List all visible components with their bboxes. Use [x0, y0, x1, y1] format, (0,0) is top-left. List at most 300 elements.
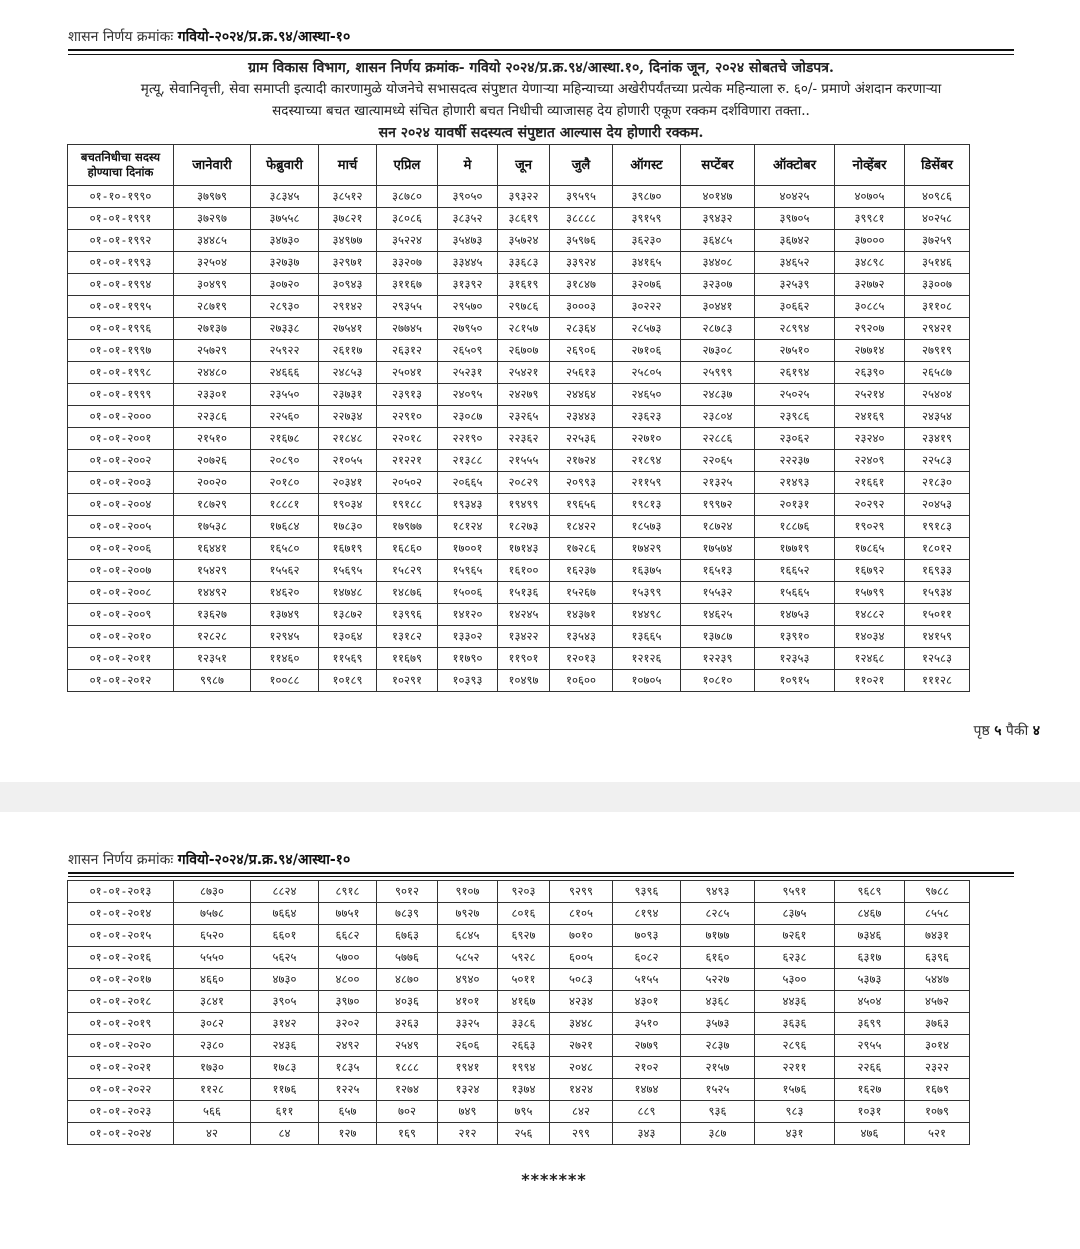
amount-cell: ३१४२: [251, 1013, 319, 1035]
amount-cell: १७९७७: [377, 516, 438, 538]
amount-cell: १३६२७: [174, 604, 251, 626]
membership-date-cell: ०१-०१-२०१०: [68, 626, 174, 648]
membership-date-cell: ०१-०१-२०२०: [68, 1035, 174, 1057]
amount-cell: १३५४३: [550, 626, 613, 648]
amount-cell: २२२३७: [755, 450, 835, 472]
amount-cell: ६३९६: [905, 947, 970, 969]
amount-cell: १०३१: [835, 1101, 905, 1123]
amount-cell: २५८०५: [613, 362, 681, 384]
amount-cell: २५०४१: [377, 362, 438, 384]
amount-cell: ७०९३: [613, 925, 681, 947]
amount-cell: २२५८३: [905, 450, 970, 472]
amount-cell: ३४३: [613, 1123, 681, 1145]
column-header-month: सप्टेंबर: [681, 145, 755, 186]
table-row: [68, 340, 970, 362]
amount-cell: ५९२८: [498, 947, 550, 969]
amount-cell: ३५१४६: [905, 252, 970, 274]
amount-cell: २२६६: [835, 1057, 905, 1079]
amount-cell: २३७३१: [319, 384, 377, 406]
amount-cell: ३५७२४: [498, 230, 550, 252]
amount-cell: ११७६: [251, 1079, 319, 1101]
amount-cell: ८४: [251, 1123, 319, 1145]
amount-cell: ३८८८८: [550, 208, 613, 230]
amount-cell: २९३५५: [377, 296, 438, 318]
amount-cell: २६९०६: [550, 340, 613, 362]
amount-cell: ७६६४: [251, 903, 319, 925]
amount-cell: ३१६१९: [498, 274, 550, 296]
amount-cell: २५४०४: [905, 384, 970, 406]
table-row: [68, 450, 970, 472]
amount-cell: १४४९२: [174, 582, 251, 604]
amount-cell: ३८३५२: [438, 208, 498, 230]
amount-cell: २१२२१: [377, 450, 438, 472]
membership-date-cell: ०१-०१-१९९९: [68, 384, 174, 406]
amount-cell: १६७१९: [319, 538, 377, 560]
amount-cell: १२३५१: [174, 648, 251, 670]
amount-cell: ८३७५: [755, 903, 835, 925]
amount-cell: २३०८७: [438, 406, 498, 428]
table-row: [68, 1013, 970, 1035]
membership-date-cell: ०१-०१-२०१४: [68, 903, 174, 925]
amount-cell: १९१८३: [905, 516, 970, 538]
amount-cell: १५६९५: [319, 560, 377, 582]
amount-cell: १५३९९: [613, 582, 681, 604]
table-row: [68, 274, 970, 296]
amount-cell: ५३००: [755, 969, 835, 991]
amount-cell: १४८७६: [377, 582, 438, 604]
amount-cell: ४०४२५: [755, 186, 835, 208]
table-row: [68, 230, 970, 252]
amount-cell: ३६३६: [755, 1013, 835, 1035]
end-marker: *******: [521, 1170, 587, 1189]
amount-cell: ३४८९८: [835, 252, 905, 274]
amount-cell: १८०१२: [905, 538, 970, 560]
amount-cell: ३७६३: [905, 1013, 970, 1035]
table-row: [68, 604, 970, 626]
amount-cell: ३४९७७: [319, 230, 377, 252]
amount-cell: ८४२: [550, 1101, 613, 1123]
amount-cell: १७५७४: [681, 538, 755, 560]
amount-cell: १०७९: [905, 1101, 970, 1123]
amount-cell: ९९८७: [174, 670, 251, 692]
amount-cell: १४१२०: [438, 604, 498, 626]
amount-cell: २१३८८: [438, 450, 498, 472]
amount-cell: २०१८०: [251, 472, 319, 494]
amount-cell: १२४६८: [835, 648, 905, 670]
membership-date-cell: ०१-०१-१९९७: [68, 340, 174, 362]
amount-cell: ११७९०: [438, 648, 498, 670]
amount-cell: १४३७१: [550, 604, 613, 626]
amount-cell: १५००६: [438, 582, 498, 604]
membership-date-cell: ०१-०१-२०२४: [68, 1123, 174, 1145]
amount-cell: २०८२९: [498, 472, 550, 494]
amount-cell: ९३९६: [613, 881, 681, 903]
amount-cell: ५७००: [319, 947, 377, 969]
amount-cell: १६७९: [905, 1079, 970, 1101]
amount-cell: २७१०६: [613, 340, 681, 362]
table-row: [68, 1079, 970, 1101]
amount-cell: ८०१६: [498, 903, 550, 925]
amount-cell: ३३८६: [498, 1013, 550, 1035]
amount-cell: १३७४९: [251, 604, 319, 626]
amount-cell: १५७९९: [835, 582, 905, 604]
amount-cell: २९१४२: [319, 296, 377, 318]
amount-cell: ६१६०: [681, 947, 755, 969]
amount-cell: १५८२९: [377, 560, 438, 582]
amount-table-page-2: [67, 880, 970, 1145]
amount-cell: २४६५०: [613, 384, 681, 406]
amount-cell: ४०१४७: [681, 186, 755, 208]
amount-cell: ३२०२: [319, 1013, 377, 1035]
amount-cell: ७३४६: [835, 925, 905, 947]
amount-cell: ७१७७: [681, 925, 755, 947]
amount-cell: १२१२६: [613, 648, 681, 670]
amount-cell: २१५५५: [498, 450, 550, 472]
table-row: [68, 406, 970, 428]
membership-date-cell: ०१-०१-२००१: [68, 428, 174, 450]
amount-cell: २५२१४: [835, 384, 905, 406]
amount-cell: ३०००३: [550, 296, 613, 318]
amount-cell: २७७९: [613, 1035, 681, 1057]
table-row: [68, 626, 970, 648]
amount-cell: १८५७३: [613, 516, 681, 538]
amount-cell: २३२६५: [498, 406, 550, 428]
amount-cell: ६५२०: [174, 925, 251, 947]
amount-cell: ११२८: [174, 1079, 251, 1101]
amount-cell: १४१५९: [905, 626, 970, 648]
amount-cell: ११५६९: [319, 648, 377, 670]
amount-cell: ३०९४३: [319, 274, 377, 296]
amount-cell: १५९३४: [905, 582, 970, 604]
amount-cell: ३७२५९: [905, 230, 970, 252]
amount-cell: ४१६७: [498, 991, 550, 1013]
amount-cell: २४४६४: [550, 384, 613, 406]
amount-cell: १६१००: [498, 560, 550, 582]
table-row: [68, 252, 970, 274]
amount-cell: ३५१०: [613, 1013, 681, 1035]
amount-cell: १२२५: [319, 1079, 377, 1101]
table-row: [68, 516, 970, 538]
membership-date-cell: ०१-०१-१९९४: [68, 274, 174, 296]
amount-cell: २३५५०: [251, 384, 319, 406]
amount-cell: ५६२५: [251, 947, 319, 969]
amount-cell: २२०१८: [377, 428, 438, 450]
amount-cell: २२९१०: [377, 406, 438, 428]
amount-cell: ७२६१: [755, 925, 835, 947]
amount-cell: ११०२१: [835, 670, 905, 692]
amount-cell: २७१३७: [174, 318, 251, 340]
amount-cell: ९४९३: [681, 881, 755, 903]
amount-cell: २३२४०: [835, 428, 905, 450]
amount-cell: १२९४५: [251, 626, 319, 648]
amount-cell: १७००१: [438, 538, 498, 560]
amount-cell: २२३८६: [174, 406, 251, 428]
amount-cell: २५९२२: [251, 340, 319, 362]
amount-cell: २६५०९: [438, 340, 498, 362]
amount-cell: ३४४८: [550, 1013, 613, 1035]
amount-cell: २२५६०: [251, 406, 319, 428]
amount-cell: १६७९२: [835, 560, 905, 582]
amount-cell: २३८०४: [681, 406, 755, 428]
amount-cell: ३७५५८: [251, 208, 319, 230]
amount-cell: ३९४३२: [681, 208, 755, 230]
amount-cell: २१०२: [613, 1057, 681, 1079]
amount-cell: ७७५१: [319, 903, 377, 925]
membership-date-cell: ०१-०१-२०२१: [68, 1057, 174, 1079]
amount-cell: ३०७२०: [251, 274, 319, 296]
amount-cell: ५०११: [498, 969, 550, 991]
amount-cell: ११४६०: [251, 648, 319, 670]
amount-cell: २११५९: [613, 472, 681, 494]
amount-cell: २६१९४: [755, 362, 835, 384]
membership-date-cell: ०१-०१-२०१७: [68, 969, 174, 991]
amount-cell: ७९२७: [438, 903, 498, 925]
amount-cell: २६०६: [438, 1035, 498, 1057]
amount-cell: १३९१०: [755, 626, 835, 648]
amount-cell: ३०६६२: [755, 296, 835, 318]
amount-cell: ४३०१: [613, 991, 681, 1013]
amount-cell: ५७७६: [377, 947, 438, 969]
amount-cell: ८२८५: [681, 903, 755, 925]
amount-cell: १८७२९: [174, 494, 251, 516]
amount-cell: २२५३६: [550, 428, 613, 450]
membership-date-cell: ०१-०१-२००४: [68, 494, 174, 516]
membership-date-cell: ०१-०१-१९९२: [68, 230, 174, 252]
amount-cell: ५०८३: [550, 969, 613, 991]
gr-reference-line: [68, 27, 350, 46]
amount-cell: २४९२: [319, 1035, 377, 1057]
amount-cell: ३११०८: [905, 296, 970, 318]
amount-cell: १४७४: [613, 1079, 681, 1101]
amount-cell: २२०६५: [681, 450, 755, 472]
amount-cell: २८७८३: [681, 318, 755, 340]
amount-cell: १३०६४: [319, 626, 377, 648]
amount-cell: २६३१२: [377, 340, 438, 362]
amount-cell: २८९३०: [251, 296, 319, 318]
amount-cell: ३५२२४: [377, 230, 438, 252]
membership-date-cell: ०१-०१-२०२३: [68, 1101, 174, 1123]
amount-cell: २५९९९: [681, 362, 755, 384]
amount-cell: ९०१२: [377, 881, 438, 903]
amount-cell: २१३२५: [681, 472, 755, 494]
amount-cell: २७९५०: [438, 318, 498, 340]
amount-cell: १०२९१: [377, 670, 438, 692]
membership-date-cell: ०१-०१-१९९३: [68, 252, 174, 274]
column-header-month: जानेवारी: [174, 145, 251, 186]
amount-cell: ६००५: [550, 947, 613, 969]
amount-cell: ४८००: [319, 969, 377, 991]
amount-cell: ३७८२१: [319, 208, 377, 230]
amount-cell: २०७२६: [174, 450, 251, 472]
amount-cell: ७०१०: [550, 925, 613, 947]
amount-cell: २३३०१: [174, 384, 251, 406]
amount-cell: ६६८२: [319, 925, 377, 947]
amount-cell: २१०५५: [319, 450, 377, 472]
amount-cell: १७६८४: [251, 516, 319, 538]
membership-date-cell: ०१-०१-२०११: [68, 648, 174, 670]
amount-cell: १११२८: [905, 670, 970, 692]
table-row: [68, 881, 970, 903]
gr-reference-number: गवियो-२०२४/प्र.क्र.९४/आस्था-१०: [177, 29, 351, 45]
amount-cell: ३६४८५: [681, 230, 755, 252]
amount-cell: १०७०५: [613, 670, 681, 692]
amount-cell: २०१३१: [755, 494, 835, 516]
table-row: [68, 428, 970, 450]
amount-cell: ६८४५: [438, 925, 498, 947]
column-header-month: जून: [498, 145, 550, 186]
amount-cell: २०५०२: [377, 472, 438, 494]
amount-cell: ३२०७६: [613, 274, 681, 296]
amount-cell: ९६८९: [835, 881, 905, 903]
amount-cell: ३९३२२: [498, 186, 550, 208]
amount-cell: १५५३२: [681, 582, 755, 604]
amount-cell: ३०४४१: [681, 296, 755, 318]
amount-cell: २१२: [438, 1123, 498, 1145]
amount-cell: २७५१०: [755, 340, 835, 362]
table-row: [68, 903, 970, 925]
amount-cell: १५२६७: [550, 582, 613, 604]
amount-cell: २७७१४: [835, 340, 905, 362]
table-row: [68, 538, 970, 560]
amount-cell: २२८८६: [681, 428, 755, 450]
amount-cell: १३८७२: [319, 604, 377, 626]
amount-cell: १६३७५: [613, 560, 681, 582]
amount-cell: २९७८६: [498, 296, 550, 318]
amount-cell: २७७४५: [377, 318, 438, 340]
amount-cell: ८१०५: [550, 903, 613, 925]
column-header-month: ऑक्टोबर: [755, 145, 835, 186]
amount-cell: २५४२१: [498, 362, 550, 384]
amount-cell: १७७१९: [755, 538, 835, 560]
amount-cell: १६२७: [835, 1079, 905, 1101]
table-row: [68, 296, 970, 318]
amount-cell: ३२५०४: [174, 252, 251, 274]
amount-cell: ३९७०: [319, 991, 377, 1013]
amount-cell: २२३६२: [498, 428, 550, 450]
page-number: पृष्ठ ५ पैकी ४: [973, 723, 1040, 739]
table-row: [68, 582, 970, 604]
amount-cell: २०४५३: [905, 494, 970, 516]
amount-cell: ४३६८: [681, 991, 755, 1013]
amount-cell: २९४२१: [905, 318, 970, 340]
amount-cell: ३३४४५: [438, 252, 498, 274]
header-rule-thin-2: [68, 876, 1014, 877]
amount-cell: ९२९९: [550, 881, 613, 903]
amount-cell: २१८३०: [905, 472, 970, 494]
amount-cell: ४६६०: [174, 969, 251, 991]
amount-cell: ७९५: [498, 1101, 550, 1123]
document-header: ग्राम विकास विभाग, शासन निर्णय क्रमांक- गवियो २०२४/प्र.क्र.९४/आस्था.१०, दिनांक जून, २०२४ सोबतचे जोडपत्र.: [248, 60, 834, 76]
amount-cell: ३५९७६: [550, 230, 613, 252]
amount-cell: ३१३९२: [438, 274, 498, 296]
amount-cell: २५२३१: [438, 362, 498, 384]
amount-cell: ९१०७: [438, 881, 498, 903]
amount-cell: ३९८७०: [613, 186, 681, 208]
column-header-month: ऑगस्ट: [613, 145, 681, 186]
amount-cell: २७३३८: [251, 318, 319, 340]
amount-cell: ६३१७: [835, 947, 905, 969]
amount-cell: २४८३७: [681, 384, 755, 406]
column-header-month: जुलै: [550, 145, 613, 186]
amount-cell: ६२३८: [755, 947, 835, 969]
membership-date-cell: ०१-०१-२०१३: [68, 881, 174, 903]
amount-cell: १७३०: [174, 1057, 251, 1079]
amount-cell: १८७२४: [681, 516, 755, 538]
amount-cell: ३०२२२: [613, 296, 681, 318]
header-rule-thin: [68, 54, 1014, 55]
amount-cell: १२७: [319, 1123, 377, 1145]
amount-cell: ३८६१९: [498, 208, 550, 230]
amount-cell: २३०६२: [755, 428, 835, 450]
amount-cell: ३९७०५: [755, 208, 835, 230]
amount-cell: १०३९३: [438, 670, 498, 692]
amount-cell: ८१९४: [613, 903, 681, 925]
amount-cell: २८३६४: [550, 318, 613, 340]
amount-cell: ३४४८५: [174, 230, 251, 252]
amount-cell: १९९७२: [681, 494, 755, 516]
amount-cell: २४६६६: [251, 362, 319, 384]
amount-cell: २०३४१: [319, 472, 377, 494]
amount-cell: १३१८२: [377, 626, 438, 648]
column-header-month: डिसेंबर: [905, 145, 970, 186]
amount-cell: १३३०२: [438, 626, 498, 648]
amount-cell: २३८०: [174, 1035, 251, 1057]
amount-cell: ३३२५: [438, 1013, 498, 1035]
membership-date-cell: ०१-०१-२०२२: [68, 1079, 174, 1101]
table-row: [68, 991, 970, 1013]
membership-date-cell: ०१-०१-२००९: [68, 604, 174, 626]
amount-cell: ५५५०: [174, 947, 251, 969]
column-header-month: मार्च: [319, 145, 377, 186]
amount-cell: २०८९०: [251, 450, 319, 472]
amount-cell: ३३२०७: [377, 252, 438, 274]
amount-cell: ५६६: [174, 1101, 251, 1123]
membership-date-cell: ०१-०१-२०१८: [68, 991, 174, 1013]
amount-cell: १८८८१: [251, 494, 319, 516]
amount-cell: ५२२७: [681, 969, 755, 991]
amount-cell: ६९२७: [498, 925, 550, 947]
amount-cell: २७५४१: [319, 318, 377, 340]
amount-cell: १९४९९: [498, 494, 550, 516]
amount-cell: १८८७६: [755, 516, 835, 538]
amount-cell: ३३००७: [905, 274, 970, 296]
amount-cell: १०४९७: [498, 670, 550, 692]
description-line-2: सदस्याच्या बचत खात्यामध्ये संचित होणारी बचत निधीची व्याजासह देय होणारी एकूण रक्कम दर्शविणारा तक्ता..: [272, 103, 810, 119]
amount-cell: ३०१४: [905, 1035, 970, 1057]
amount-cell: ७०२: [377, 1101, 438, 1123]
membership-date-cell: ०१-०१-२०१२: [68, 670, 174, 692]
amount-cell: २८७१९: [174, 296, 251, 318]
amount-cell: ३२९७१: [319, 252, 377, 274]
amount-cell: ३७०००: [835, 230, 905, 252]
amount-cell: २१७२४: [550, 450, 613, 472]
amount-cell: २४२७९: [498, 384, 550, 406]
amount-cell: ३८०८६: [377, 208, 438, 230]
gr-reference-label: शासन निर्णय क्रमांकः: [68, 29, 174, 45]
table-row: [68, 1057, 970, 1079]
amount-cell: ८४६७: [835, 903, 905, 925]
amount-cell: ८५५८: [905, 903, 970, 925]
amount-cell: २४१६९: [835, 406, 905, 428]
amount-cell: ३२६३: [377, 1013, 438, 1035]
amount-cell: २६६३: [498, 1035, 550, 1057]
amount-cell: २१८४८: [319, 428, 377, 450]
amount-cell: ९५९१: [755, 881, 835, 903]
amount-cell: ११६७९: [377, 648, 438, 670]
membership-date-cell: ०१-०१-२००३: [68, 472, 174, 494]
header-rule-2: [68, 872, 1014, 874]
amount-cell: २४४८०: [174, 362, 251, 384]
